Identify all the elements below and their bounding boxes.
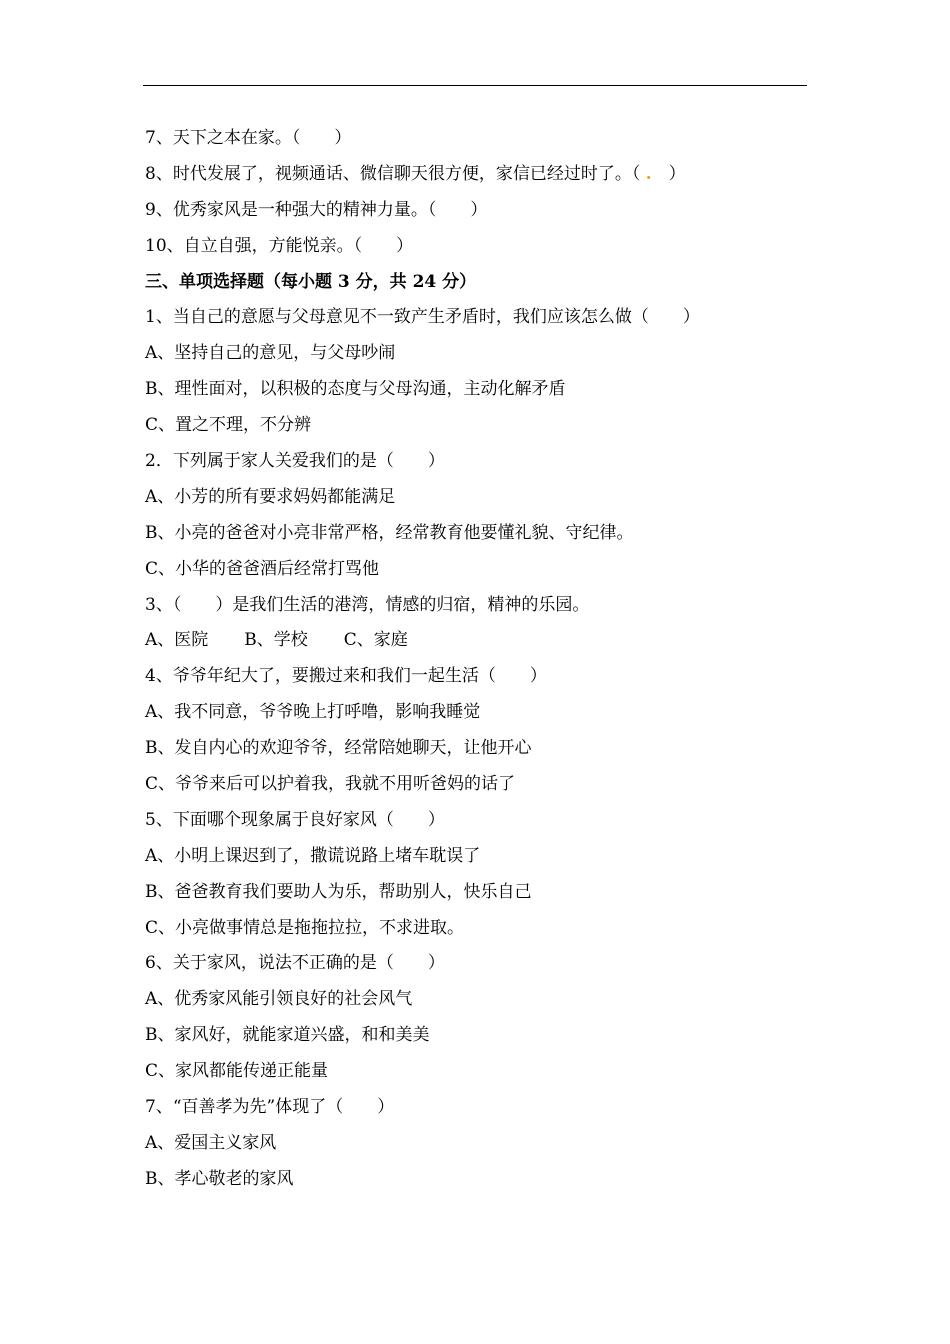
question-6-option-a: A、优秀家风能引领良好的社会风气	[145, 989, 413, 1010]
question-3-option-c: C、家庭	[343, 630, 408, 651]
question-6-option-c: C、家风都能传递正能量	[145, 1061, 329, 1082]
judgement-question-10: 10、自立自强，方能悦亲。（ ）	[145, 235, 414, 256]
question-2-option-c: C、小华的爸爸酒后经常打骂他	[145, 558, 380, 579]
judgement-question-9: 9、优秀家风是一种强大的精神力量。（ ）	[145, 199, 488, 220]
question-5-option-c: C、小亮做事情总是拖拖拉拉，不求进取。	[145, 917, 465, 938]
question-2-option-a: A、小芳的所有要求妈妈都能满足	[145, 486, 396, 507]
header-rule	[143, 85, 807, 86]
question-6-stem: 6、关于家风，说法不正确的是（ ）	[145, 953, 445, 974]
question-5-option-b: B、爸爸教育我们要助人为乐，帮助别人，快乐自己	[145, 881, 532, 902]
question-4-stem: 4、爷爷年纪大了，要搬过来和我们一起生活（ ）	[145, 666, 547, 687]
question-4-option-b: B、发自内心的欢迎爷爷，经常陪她聊天，让他开心	[145, 738, 532, 759]
question-5-stem: 5、下面哪个现象属于良好家风（ ）	[145, 809, 445, 830]
question-2-option-b: B、小亮的爸爸对小亮非常严格，经常教育他要懂礼貌、守纪律。	[145, 522, 634, 543]
question-7-option-a: A、爱国主义家风	[145, 1132, 277, 1153]
question-1-option-c: C、置之不理，不分辨	[145, 415, 312, 436]
question-2-stem: 2．下列属于家人关爱我们的是（ ）	[145, 451, 445, 472]
stray-mark: .	[645, 163, 652, 184]
judgement-question-7: 7、天下之本在家。（ ）	[145, 128, 352, 148]
question-5-option-a: A、小明上课迟到了，撒谎说路上堵车耽误了	[145, 845, 481, 866]
question-3-stem: 3、（ ）是我们生活的港湾，情感的归宿，精神的乐园。	[145, 594, 590, 615]
judgement-question-8	[145, 157, 805, 193]
question-4-option-c: C、爷爷来后可以护着我，我就不用听爸妈的话了	[145, 774, 516, 795]
judgement-question-8-close: ）	[651, 163, 686, 184]
question-3-option-a: A、医院	[145, 630, 209, 651]
question-3-options	[145, 623, 805, 659]
question-1-stem: 1、当自己的意愿与父母意见不一致产生矛盾时，我们应该怎么做（ ）	[145, 307, 700, 328]
question-6-option-b: B、家风好，就能家道兴盛，和和美美	[145, 1025, 430, 1046]
section-heading: 三、单项选择题（每小题 3 分，共 24 分）	[145, 271, 477, 292]
question-3-option-b: B、学校	[244, 630, 308, 651]
question-1-option-a: A、坚持自己的意见，与父母吵闹	[145, 343, 396, 364]
question-7-option-b: B、孝心敬老的家风	[145, 1168, 294, 1189]
judgement-question-8-text: 8、时代发展了，视频通话、微信聊天很方便，家信已经过时了。（	[145, 163, 646, 184]
question-1-option-b: B、理性面对，以积极的态度与父母沟通，主动化解矛盾	[145, 379, 566, 400]
question-4-option-a: A、我不同意，爷爷晚上打呼噜，影响我睡觉	[145, 702, 481, 723]
question-7-stem: 7、“百善孝为先”体现了（ ）	[145, 1097, 395, 1118]
document-body	[145, 121, 805, 1198]
